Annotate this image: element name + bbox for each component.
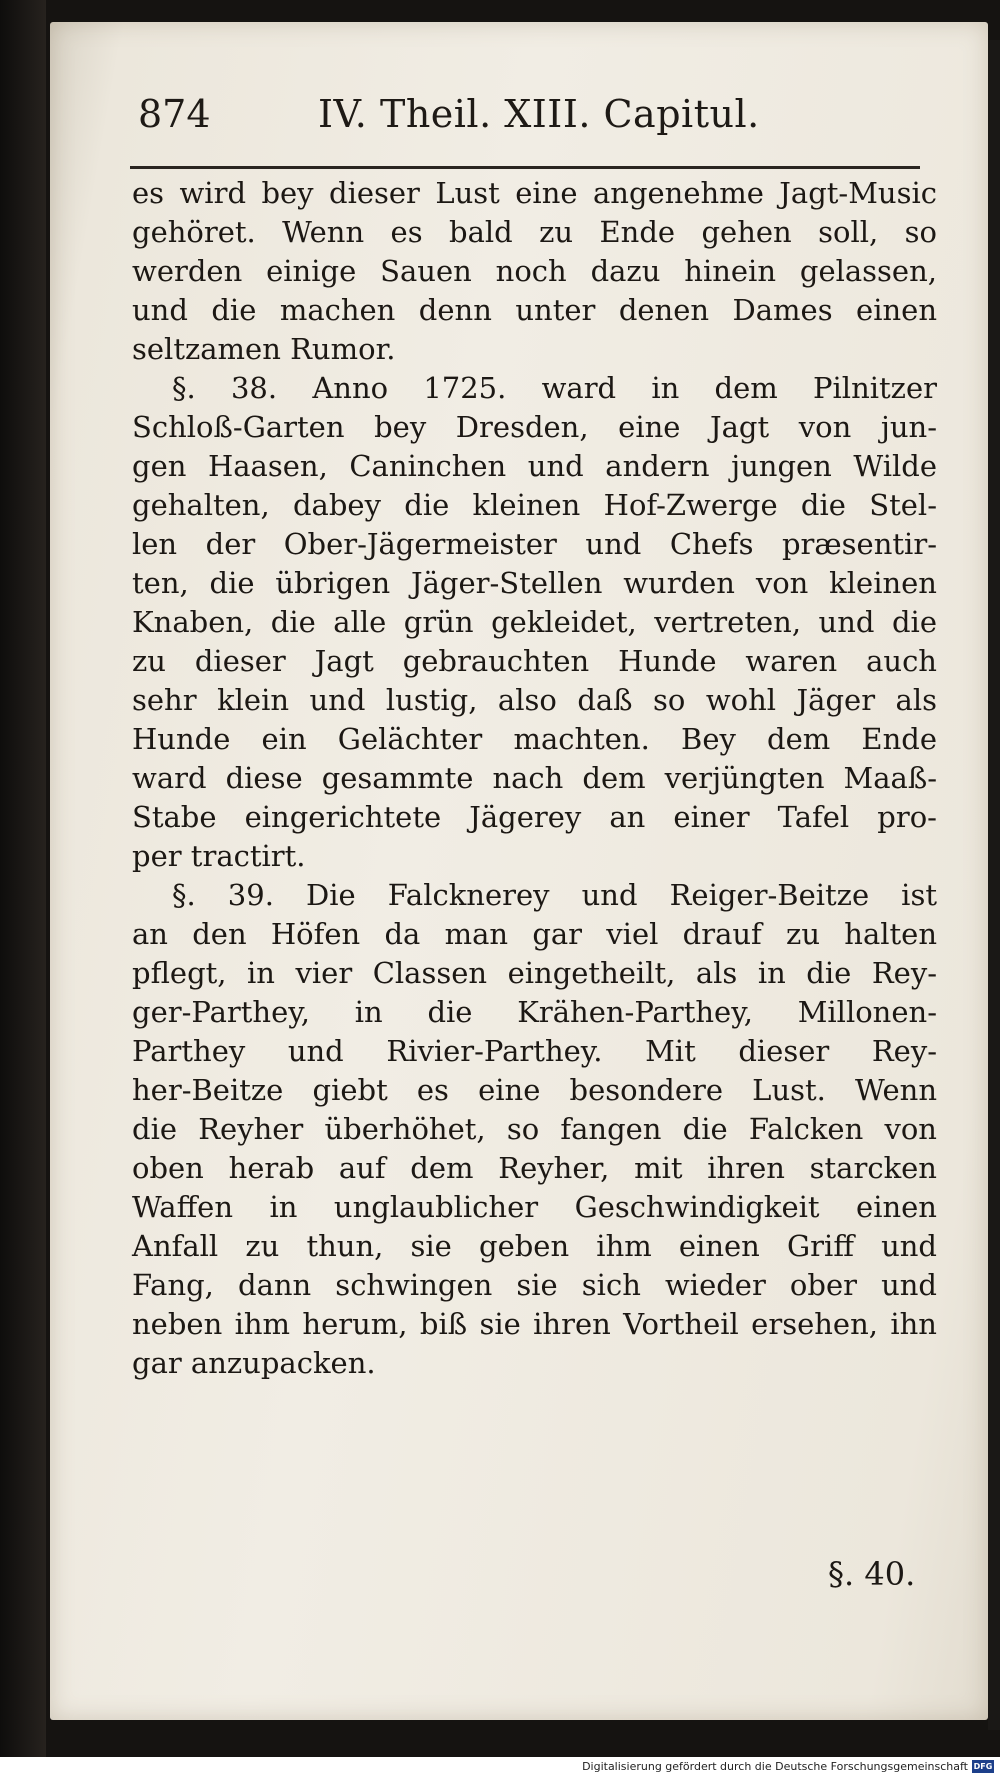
text-line: Waffen in unglaublicher Geschwindigkeit einen	[132, 1190, 937, 1224]
text-line: gehalten, dabey die kleinen Hof-Zwerge die Stel-	[132, 488, 937, 522]
text-line: Parthey und Rivier-Parthey. Mit dieser Rey-	[132, 1034, 937, 1068]
text-line: sehr klein und lustig, also daß so wohl Jäger als	[132, 683, 937, 717]
text-line: Hunde ein Gelächter machten. Bey dem Ende	[132, 722, 937, 756]
text-line: zu dieser Jagt gebrauchten Hunde waren auch	[132, 644, 937, 678]
text-line: ten, die übrigen Jäger-Stellen wurden von kleinen	[132, 566, 937, 600]
page-header	[138, 88, 918, 148]
text-line: gen Haasen, Caninchen und andern jungen Wilde	[132, 449, 937, 483]
funding-credit: Digitalisierung gefördert durch die Deutsche Forschungsgemeinschaft	[582, 1760, 968, 1773]
text-line: Fang, dann schwingen sie sich wieder ober und	[132, 1268, 937, 1302]
text-line: es wird bey dieser Lust eine angenehme Jagt-Music	[132, 176, 937, 210]
running-head: IV. Theil. XIII. Capitul.	[318, 92, 760, 136]
page-number: 874	[138, 92, 211, 136]
dfg-logo: DFG	[973, 1762, 993, 1771]
catchword: §. 40.	[828, 1555, 916, 1593]
text-line: gehöret. Wenn es bald zu Ende gehen soll, so	[132, 215, 937, 249]
footer-bar	[0, 1757, 1000, 1777]
page-body	[132, 174, 937, 1383]
text-line: oben herab auf dem Reyher, mit ihren starcken	[132, 1151, 937, 1185]
book-gutter-shadow	[0, 0, 46, 1757]
paragraph-start-line: §. 38. Anno 1725. ward in dem Pilnitzer	[172, 371, 937, 405]
text-line: per tractirt.	[132, 839, 306, 873]
book-edge	[988, 40, 1000, 1730]
header-rule	[130, 166, 920, 169]
text-line: an den Höfen da man gar viel drauf zu halten	[132, 917, 937, 951]
text-line: werden einige Sauen noch dazu hinein gelassen,	[132, 254, 937, 288]
text-line: pflegt, in vier Classen eingetheilt, als in die Rey-	[132, 956, 937, 990]
text-line: Knaben, die alle grün gekleidet, vertreten, und die	[132, 605, 937, 639]
text-line: die Reyher überhöhet, so fangen die Falcken von	[132, 1112, 937, 1146]
text-line: gar anzupacken.	[132, 1346, 376, 1380]
text-line: und die machen denn unter denen Dames einen	[132, 293, 937, 327]
text-line: ger-Parthey, in die Krähen-Parthey, Millonen-	[132, 995, 937, 1029]
text-line: ward diese gesammte nach dem verjüngten Maaß-	[132, 761, 937, 795]
paragraph-start-line: §. 39. Die Falcknerey und Reiger-Beitze ist	[172, 878, 937, 912]
text-line: len der Ober-Jägermeister und Chefs præsentir-	[132, 527, 937, 561]
text-line: her-Beitze giebt es eine besondere Lust. Wenn	[132, 1073, 937, 1107]
text-line: Anfall zu thun, sie geben ihm einen Griff und	[132, 1229, 937, 1263]
text-line: Stabe eingerichtete Jägerey an einer Tafel pro-	[132, 800, 937, 834]
text-line: seltzamen Rumor.	[132, 332, 396, 366]
text-line: Schloß-Garten bey Dresden, eine Jagt von jun-	[132, 410, 937, 444]
text-line: neben ihm herum, biß sie ihren Vortheil ersehen, ihn	[132, 1307, 937, 1341]
